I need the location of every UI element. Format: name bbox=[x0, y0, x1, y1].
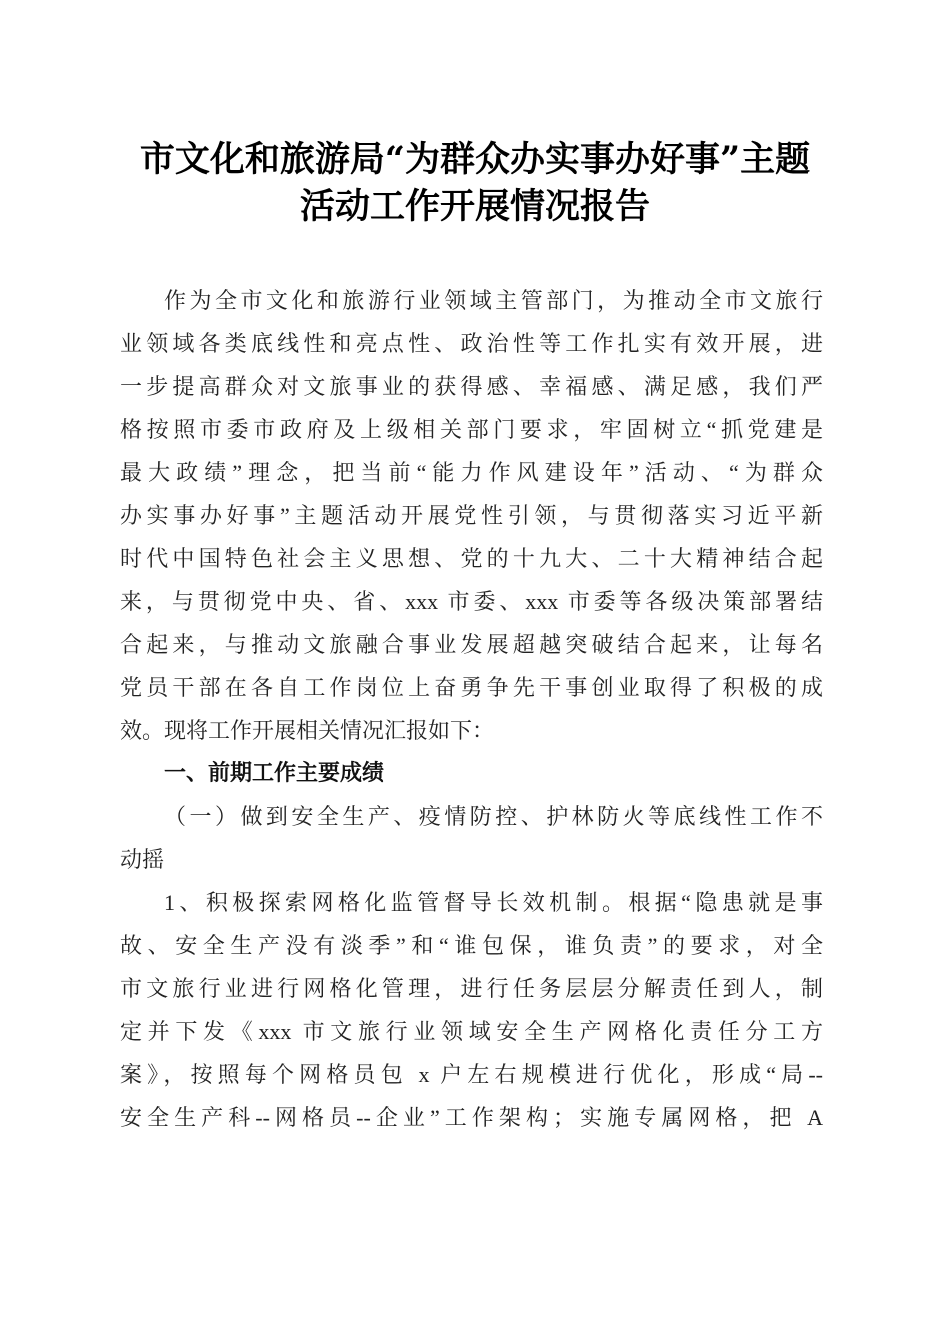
paragraph-line: 合起来，与推动文旅融合事业发展超越突破结合起来，让每名 bbox=[120, 632, 823, 657]
title-line-1: 市文化和旅游局“为群众办实事办好事”主题 bbox=[139, 139, 811, 180]
paragraph-line: 时代中国特色社会主义思想、党的十九大、二十大精神结合起 bbox=[120, 546, 823, 571]
paragraph-line: 效。现将工作开展相关情况汇报如下： bbox=[120, 718, 495, 743]
paragraph-line: 定并下发《xxx 市文旅行业领域安全生产网格化责任分工方 bbox=[120, 1019, 823, 1044]
paragraph-line: 案》，按照每个网格员包 x 户左右规模进行优化，形成“局-- bbox=[120, 1062, 823, 1087]
paragraph-line: 市文旅行业进行网格化管理，进行任务层层分解责任到人，制 bbox=[120, 976, 823, 1001]
paragraph-line: 1、积极探索网格化监管督导长效机制。根据“隐患就是事 bbox=[164, 890, 823, 915]
paragraph-line: 一步提高群众对文旅事业的获得感、幸福感、满足感，我们严 bbox=[120, 374, 823, 399]
title-line-2: 活动工作开展情况报告 bbox=[299, 186, 650, 227]
subsection-heading bbox=[120, 795, 823, 881]
intro-paragraph bbox=[120, 279, 823, 752]
paragraph-line: 党员干部在各自工作岗位上奋勇争先干事创业取得了积极的成 bbox=[120, 675, 823, 700]
paragraph-line: 办实事办好事”主题活动开展党性引领，与贯彻落实习近平新 bbox=[120, 503, 823, 528]
document-title bbox=[100, 136, 850, 230]
paragraph-line: 故、安全生产没有淡季”和“谁包保，谁负责”的要求，对全 bbox=[120, 933, 823, 958]
section-heading: 一、前期工作主要成绩 bbox=[164, 761, 385, 786]
paragraph-line: 业领域各类底线性和亮点性、政治性等工作扎实有效开展，进 bbox=[120, 331, 823, 356]
item-paragraph bbox=[120, 881, 823, 1139]
subsection-line: （一）做到安全生产、疫情防控、护林防火等底线性工作不 bbox=[164, 804, 823, 829]
document-body bbox=[120, 279, 823, 1139]
paragraph-line: 来，与贯彻党中央、省、xxx 市委、xxx 市委等各级决策部署结 bbox=[120, 589, 823, 614]
paragraph-line: 格按照市委市政府及上级相关部门要求，牢固树立“抓党建是 bbox=[120, 417, 823, 442]
subsection-line: 动摇 bbox=[120, 847, 165, 872]
paragraph-line: 最大政绩”理念，把当前“能力作风建设年”活动、“为群众 bbox=[120, 460, 823, 485]
paragraph-line: 作为全市文化和旅游行业领域主管部门，为推动全市文旅行 bbox=[164, 288, 823, 313]
paragraph-line: 安全生产科--网格员--企业”工作架构；实施专属网格，把 A bbox=[120, 1105, 823, 1130]
